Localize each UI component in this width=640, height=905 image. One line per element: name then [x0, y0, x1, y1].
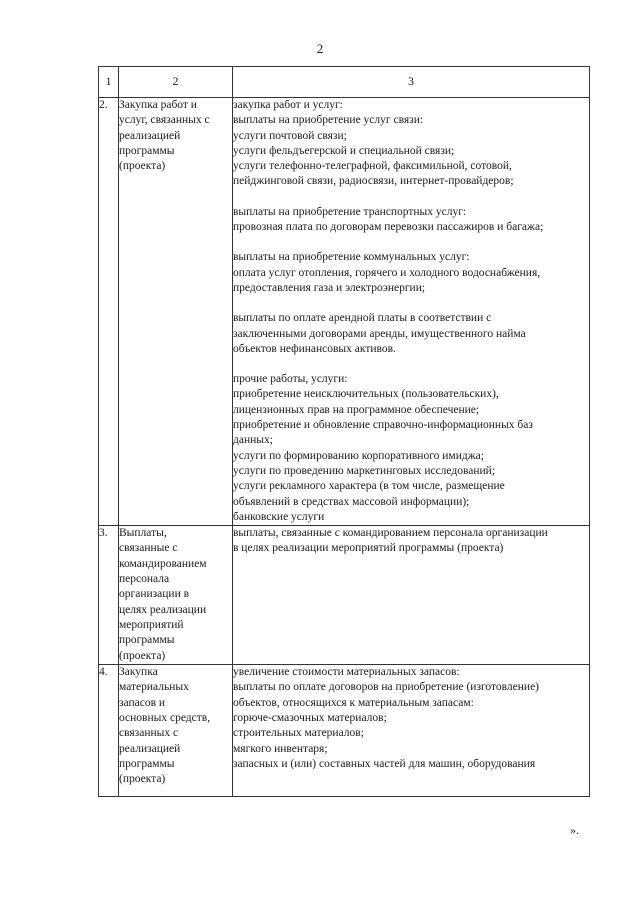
expense-type-line: организации в	[119, 588, 190, 601]
header-cell-2: 2	[119, 67, 233, 98]
expense-type-line: командированием	[119, 557, 207, 570]
row-number: 3.	[99, 526, 119, 665]
description-group	[233, 311, 589, 357]
description-line: услуги телефонно-телеграфной, факсимильной, сотовой,	[233, 160, 512, 173]
row-number: 2.	[99, 98, 119, 526]
expense-type-line: Закупка работ и	[119, 99, 197, 111]
description-line: приобретение неисключительных (пользовательских),	[233, 388, 499, 401]
description-line: увеличение стоимости материальных запасов:	[233, 666, 460, 679]
description-line: запасных и (или) составных частей для машин, оборудования	[233, 757, 536, 770]
description-line: лицензионных прав на программное обеспечение;	[233, 403, 480, 416]
header-cell-1: 1	[99, 67, 119, 98]
expense-type-line: связанные с	[119, 542, 178, 555]
description-line: оплата услуг отопления, горячего и холодного водоснабжения,	[233, 266, 541, 279]
description-line: услуги почтовой связи;	[233, 129, 347, 142]
description-line: приобретение и обновление справочно-информационных баз	[233, 419, 533, 432]
expense-type-line: мероприятий	[119, 618, 184, 631]
expense-type-line: реализацией	[119, 742, 181, 755]
page-number: 2	[316, 41, 324, 56]
expense-type-line: программы	[119, 144, 175, 157]
description-line: пейджинговой связи, радиосвязи, интернет-провайдеров;	[233, 175, 514, 188]
expense-type-line: (проекта)	[119, 773, 166, 786]
description-line: услуги рекламного характера (в том числе, размещение	[233, 480, 505, 493]
description-line: объявлений в средствах массовой информации);	[233, 495, 470, 508]
expenses-table	[98, 66, 590, 797]
expense-type-line: реализацией	[119, 129, 181, 142]
expense-type-cell	[119, 526, 233, 665]
expense-type-cell	[119, 665, 233, 797]
expense-type-line: запасов и	[119, 696, 166, 709]
description-line: услуги фельдъегерской и специальной связи;	[233, 144, 455, 157]
closing-quote-mark: ».	[570, 823, 579, 837]
expense-type-line: программы	[119, 757, 175, 770]
description-line: мягкого инвентаря;	[233, 742, 328, 755]
expense-type-line: персонала	[119, 573, 170, 586]
expense-type-line: Выплаты,	[119, 527, 167, 540]
description-group	[233, 372, 589, 525]
description-line: провозная плата по договорам перевозки пассажиров и багажа;	[233, 221, 544, 234]
description-line: услуги по формированию корпоративного имиджа;	[233, 449, 484, 462]
description-line: выплаты по оплате договоров на приобретение (изготовление)	[233, 681, 540, 694]
expense-type-line: основных средств,	[119, 712, 211, 725]
description-line: предоставления газа и электроэнергии;	[233, 281, 426, 294]
description-line: заключенными договорами аренды, имущественного найма	[233, 327, 526, 340]
expense-type-line: целях реализации	[119, 603, 207, 616]
table-row	[99, 526, 590, 665]
description-group	[233, 98, 589, 190]
description-line: строительных материалов;	[233, 727, 364, 740]
description-line: услуги по проведению маркетинговых исследований;	[233, 464, 496, 477]
description-line: объектов нефинансовых активов.	[233, 342, 396, 355]
description-line: банковские услуги	[233, 510, 325, 523]
description-line: выплаты по оплате арендной платы в соответствии с	[233, 312, 492, 325]
description-line: выплаты на приобретение услуг связи:	[233, 114, 424, 127]
expense-type-cell	[119, 98, 233, 526]
description-line: выплаты на приобретение транспортных услуг:	[233, 205, 467, 218]
description-group	[233, 526, 589, 557]
expense-type-line: материальных	[119, 681, 189, 694]
expense-type-line: программы	[119, 634, 175, 647]
description-group	[233, 665, 589, 772]
table-row	[99, 665, 590, 797]
expense-type-line: (проекта)	[119, 649, 166, 662]
description-line: объектов, относящихся к материальным запасам:	[233, 696, 474, 709]
description-line: в целях реализации мероприятий программы (проекта)	[233, 542, 504, 555]
expense-description-cell	[233, 665, 590, 797]
description-line: выплаты на приобретение коммунальных услуг:	[233, 251, 470, 264]
expense-type-line: (проекта)	[119, 160, 166, 173]
description-line: данных;	[233, 434, 273, 447]
description-line: прочие работы, услуги:	[233, 373, 348, 386]
description-line: горюче-смазочных материалов;	[233, 712, 387, 725]
description-group	[233, 205, 589, 236]
expense-type-line: Закупка	[119, 666, 158, 679]
row-number: 4.	[99, 665, 119, 797]
table-header-row	[99, 67, 590, 98]
expense-type-line: услуг, связанных с	[119, 114, 210, 127]
expense-type-line: связанных с	[119, 727, 179, 740]
expense-description-cell	[233, 526, 590, 665]
description-group	[233, 250, 589, 296]
expense-description-cell	[233, 98, 590, 526]
description-line: выплаты, связанные с командированием персонала организации	[233, 527, 548, 540]
description-line: закупка работ и услуг:	[233, 99, 343, 111]
table-row	[99, 98, 590, 526]
header-cell-3: 3	[233, 67, 590, 98]
